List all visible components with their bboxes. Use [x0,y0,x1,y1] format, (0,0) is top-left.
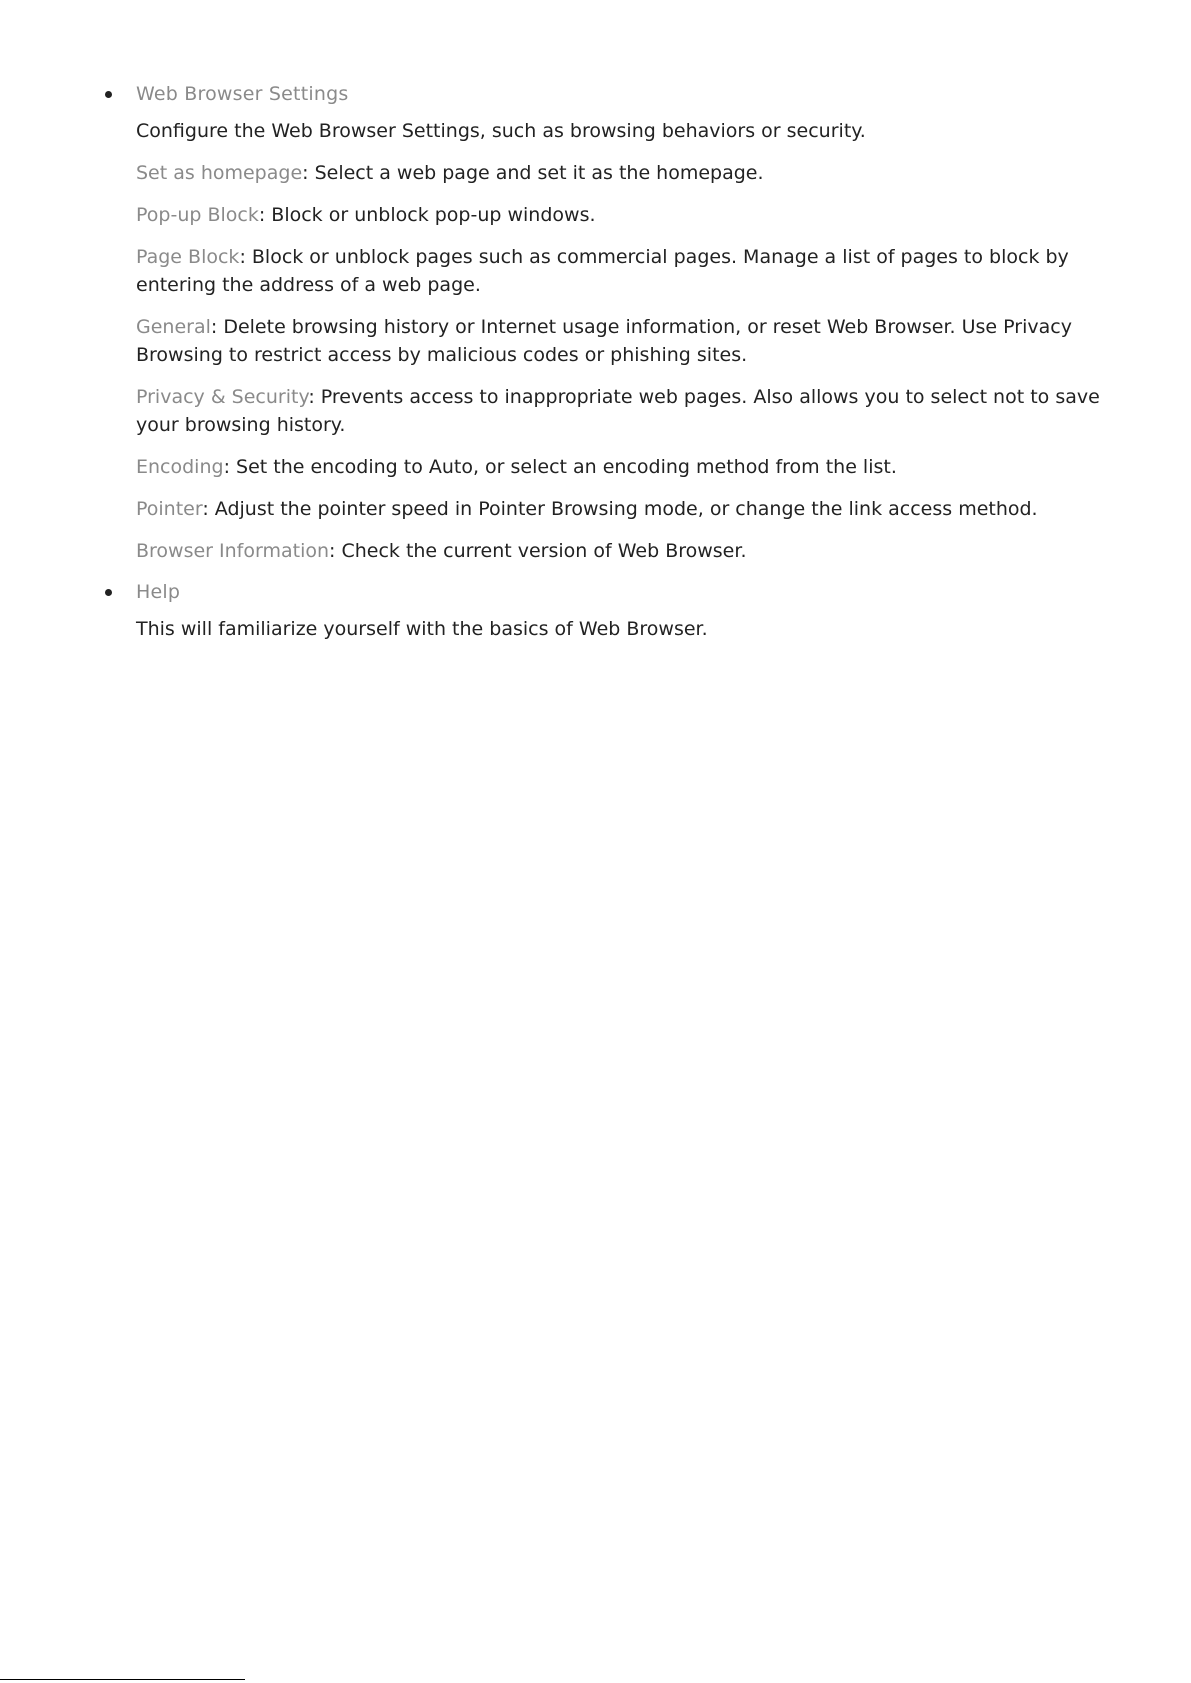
setting-item-page-block [136,236,1128,306]
section-web-browser-settings [98,78,1128,572]
section-heading-row [98,576,1128,608]
footer-rule [0,1679,245,1680]
setting-description: : Prevents access to inappropriate web pages. Also allows you to select not to save your browsing history. [136,386,1100,436]
setting-term: Browser Information [136,540,330,562]
setting-item-popup-block [136,194,1128,236]
setting-description: : Set the encoding to Auto, or select an encoding method from the list. [223,456,897,478]
setting-item-privacy-security [136,376,1128,446]
document-content [98,78,1128,650]
bullet-icon [105,91,112,98]
section-heading: Web Browser Settings [136,83,349,105]
setting-term: Set as homepage [136,162,303,184]
setting-term: Pointer [136,498,203,520]
setting-item-encoding [136,446,1128,488]
section-help [98,576,1128,650]
setting-term: Encoding [136,456,224,478]
setting-description: : Block or unblock pop-up windows. [258,204,596,226]
setting-description: : Block or unblock pages such as commercial pages. Manage a list of pages to block by entering the address of a web page. [136,246,1069,296]
section-heading-row [98,78,1128,110]
setting-description: : Select a web page and set it as the homepage. [302,162,764,184]
setting-term: Privacy & Security [136,386,309,408]
section-heading: Help [136,581,181,603]
setting-item-browser-information [136,530,1128,572]
setting-description: : Delete browsing history or Internet usage information, or reset Web Browser. Use Privacy Browsing to restrict access by malicious codes or phishing sites. [136,316,1072,366]
setting-item-set-as-homepage [136,152,1128,194]
setting-term: Pop-up Block [136,204,259,226]
section-intro: Configure the Web Browser Settings, such as browsing behaviors or security. [136,120,866,142]
setting-item-pointer [136,488,1128,530]
setting-description: : Check the current version of Web Browser. [329,540,747,562]
setting-term: General [136,316,211,338]
bullet-icon [105,589,112,596]
setting-description: : Adjust the pointer speed in Pointer Browsing mode, or change the link access method. [202,498,1038,520]
setting-term: Page Block [136,246,240,268]
section-intro: This will familiarize yourself with the basics of Web Browser. [136,618,708,640]
setting-item-general [136,306,1128,376]
